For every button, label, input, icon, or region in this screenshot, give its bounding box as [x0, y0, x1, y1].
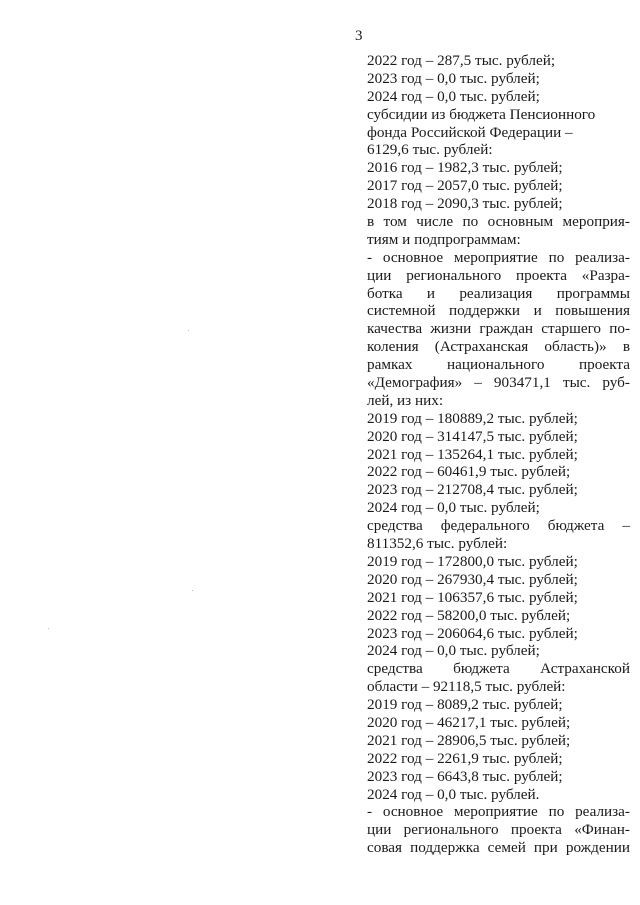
word: -	[367, 803, 373, 821]
word: руб-	[602, 374, 630, 392]
text-line: 2020 год – 267930,4 тыс. рублей;	[367, 570, 578, 588]
text-line: 2021 год – 28906,5 тыс. рублей;	[367, 731, 571, 749]
text-line: субсидии из бюджета Пенсионного	[367, 105, 596, 123]
word: проекта	[510, 821, 562, 839]
word: совая	[367, 839, 403, 857]
text-line	[367, 803, 630, 821]
text-line: 2022 год – 60461,9 тыс. рублей;	[367, 463, 571, 481]
word: программы	[556, 284, 630, 302]
text-line	[367, 660, 630, 678]
word: регионального	[403, 821, 499, 839]
word: ции	[367, 821, 392, 839]
word: проекта	[579, 356, 630, 374]
word: рождении	[565, 839, 630, 857]
scan-speck	[192, 590, 193, 591]
word: рамках	[367, 356, 413, 374]
word: и	[426, 284, 436, 302]
word: по	[462, 213, 479, 231]
word: область)»	[544, 338, 607, 356]
text-line: 2019 год – 8089,2 тыс. рублей;	[367, 696, 563, 714]
word: 903471,1	[493, 374, 551, 392]
text-line: 2022 год – 58200,0 тыс. рублей;	[367, 606, 571, 624]
text-line: 2024 год – 0,0 тыс. рублей;	[367, 87, 540, 105]
word: ции	[367, 266, 392, 284]
word: «Финан-	[574, 821, 630, 839]
word: системной	[367, 302, 436, 320]
text-line	[367, 320, 630, 338]
word: –	[622, 517, 630, 535]
word: по	[548, 803, 565, 821]
word: -	[367, 248, 373, 266]
text-line	[367, 839, 630, 857]
text-line: 2022 год – 2261,9 тыс. рублей;	[367, 749, 563, 767]
text-line	[367, 517, 630, 535]
text-line: 2024 год – 0,0 тыс. рублей;	[367, 642, 540, 660]
text-line: 2016 год – 1982,3 тыс. рублей;	[367, 159, 563, 177]
word: мероприятие	[453, 248, 538, 266]
text-line: 2020 год – 46217,1 тыс. рублей;	[367, 713, 571, 731]
text-line: 2022 год – 287,5 тыс. рублей;	[367, 52, 556, 69]
text-line: 2023 год – 212708,4 тыс. рублей;	[367, 481, 578, 499]
text-line: области – 92118,5 тыс. рублей:	[367, 678, 566, 696]
text-line	[367, 213, 630, 231]
word: бюджета	[453, 660, 510, 678]
word: регионального	[406, 266, 502, 284]
word: по	[548, 248, 565, 266]
word: реализа-	[575, 803, 630, 821]
word: граждан	[479, 320, 534, 338]
word: поддержки	[448, 302, 521, 320]
word: реализа-	[575, 248, 630, 266]
word: поддержка	[410, 839, 480, 857]
document-text-column	[367, 52, 630, 857]
word: основное	[382, 803, 444, 821]
scan-speck	[48, 628, 49, 629]
word: качества	[367, 320, 423, 338]
word: (Астраханская	[434, 338, 529, 356]
text-line: 2024 год – 0,0 тыс. рублей.	[367, 785, 540, 803]
word: мероприятие	[453, 803, 538, 821]
text-line: тиям и подпрограммам:	[367, 230, 521, 248]
text-line: 2023 год – 206064,6 тыс. рублей;	[367, 624, 578, 642]
word: средства	[367, 517, 423, 535]
word: старшего	[541, 320, 602, 338]
text-line: 2023 год – 0,0 тыс. рублей;	[367, 69, 540, 87]
word: том	[383, 213, 407, 231]
text-line: фонда Российской Федерации –	[367, 123, 573, 141]
word: «Демография»	[367, 374, 463, 392]
text-line: 2019 год – 172800,0 тыс. рублей;	[367, 552, 578, 570]
text-line	[367, 302, 630, 320]
text-line	[367, 285, 630, 303]
text-line: 2023 год – 6643,8 тыс. рублей;	[367, 767, 563, 785]
word: основным	[487, 213, 554, 231]
word: федерального	[440, 517, 530, 535]
text-line: 6129,6 тыс. рублей:	[367, 141, 493, 159]
word: проекта	[515, 266, 567, 284]
word: числе	[416, 213, 454, 231]
word: средства	[367, 660, 423, 678]
word: реализация	[459, 284, 533, 302]
text-line	[367, 374, 630, 392]
text-line: 2024 год – 0,0 тыс. рублей;	[367, 499, 540, 517]
text-line: 2021 год – 106357,6 тыс. рублей;	[367, 588, 578, 606]
word: коления	[367, 338, 419, 356]
word: жизни	[430, 320, 472, 338]
word: по-	[609, 320, 630, 338]
word: и	[533, 302, 542, 320]
word: тыс.	[562, 374, 591, 392]
text-line: 811352,6 тыс. рублей:	[367, 535, 508, 553]
text-line: 2021 год – 135264,1 тыс. рублей;	[367, 445, 578, 463]
word: ботка	[367, 284, 403, 302]
word: основное	[382, 248, 444, 266]
scan-speck	[188, 330, 189, 331]
text-line	[367, 821, 630, 839]
text-line: 2019 год – 180889,2 тыс. рублей;	[367, 409, 578, 427]
text-line: 2018 год – 2090,3 тыс. рублей;	[367, 195, 563, 213]
text-line: 2017 год – 2057,0 тыс. рублей;	[367, 177, 563, 195]
word: семей	[487, 839, 526, 857]
page-number: 3	[355, 28, 363, 44]
word: бюджета	[547, 517, 605, 535]
text-line	[367, 356, 630, 374]
text-line	[367, 338, 630, 356]
text-line: 2020 год – 314147,5 тыс. рублей;	[367, 427, 578, 445]
word: «Разра-	[581, 266, 630, 284]
word: национального	[447, 356, 545, 374]
text-line: лей, из них:	[367, 391, 444, 409]
text-line	[367, 249, 630, 267]
word: повышения	[555, 302, 630, 320]
word: мероприя-	[562, 213, 630, 231]
word: Астраханской	[540, 660, 630, 678]
text-line	[367, 267, 630, 285]
word: при	[533, 839, 558, 857]
word: –	[474, 374, 482, 392]
word: в	[367, 213, 375, 231]
word: в	[622, 338, 630, 356]
